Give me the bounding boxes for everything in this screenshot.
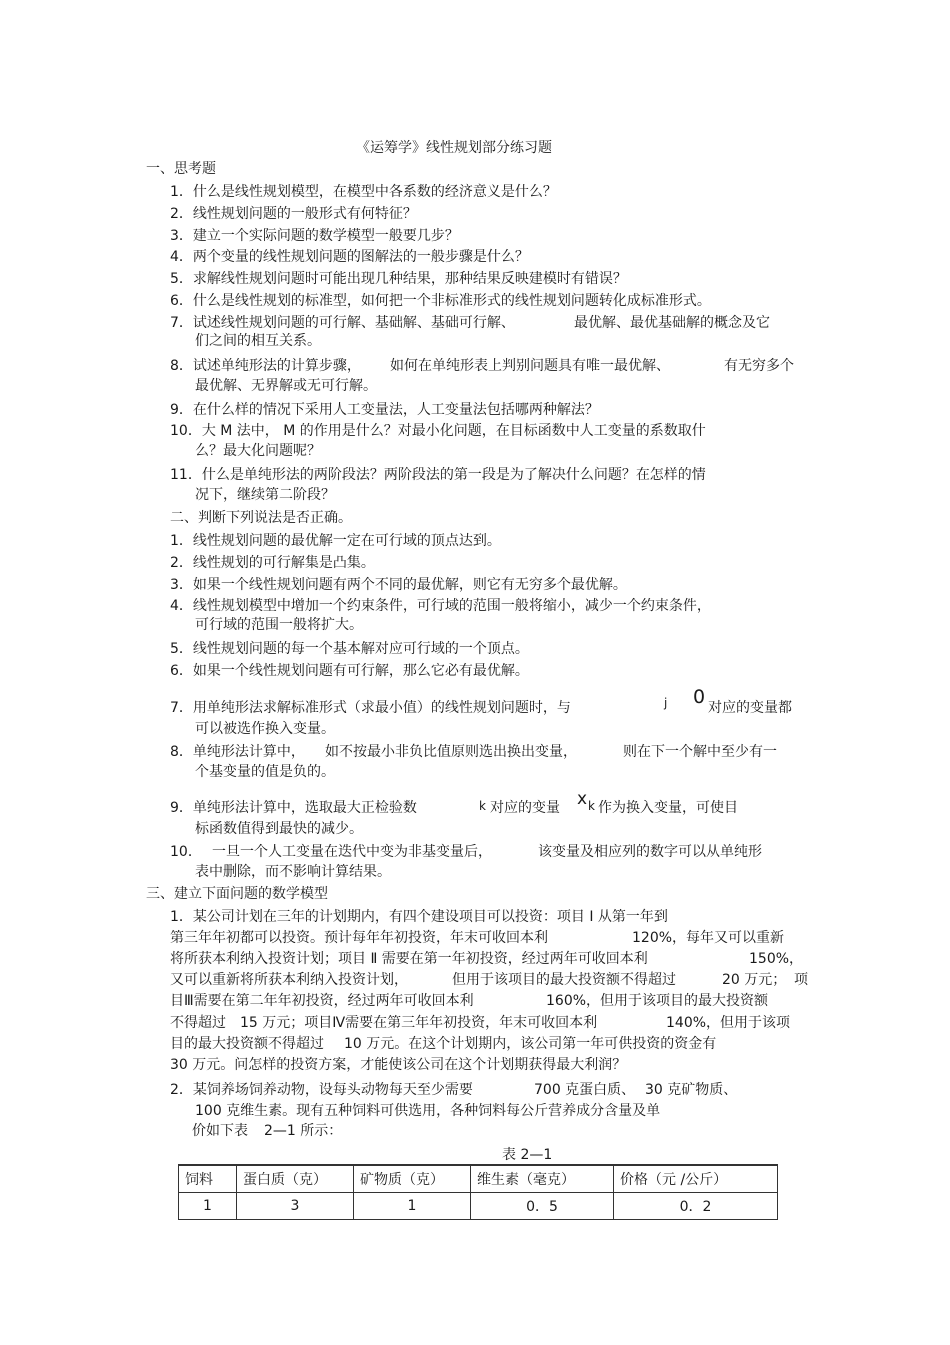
question-item-continuation: 么？最大化问题呢？ bbox=[195, 443, 321, 459]
question-item: 5．求解线性规划问题时可能出现几种结果，那种结果反映建模时有错误？ bbox=[170, 271, 627, 287]
problem-text: 2．某饲养场饲养动物，设每头动物每天至少需要 bbox=[170, 1082, 473, 1098]
problem-text: 15 万元；项目Ⅳ需要在第三年年初投资，年末可收回本利 bbox=[240, 1015, 598, 1031]
problem-text: 140%，但用于该项 bbox=[666, 1015, 791, 1031]
problem-text: 价如下表 bbox=[192, 1123, 248, 1139]
problem-text: 700 克蛋白质、 bbox=[534, 1082, 636, 1098]
statement-item-continuation: 个基变量的值是负的。 bbox=[195, 764, 335, 780]
subscript-j: j bbox=[664, 696, 668, 710]
statement-item-continuation: 对应的变量 bbox=[490, 800, 560, 816]
question-item: 1．什么是线性规划模型，在模型中各系数的经济意义是什么？ bbox=[170, 184, 557, 200]
table-header-cell: 维生素（毫克） bbox=[471, 1165, 614, 1193]
question-item: 3．建立一个实际问题的数学模型一般要几步？ bbox=[170, 228, 459, 244]
problem-text: 10 万元。在这个计划期内，该公司第一年可供投资的资金有 bbox=[344, 1036, 717, 1052]
statement-item-continuation: 对应的变量都 bbox=[708, 700, 792, 716]
statement-item-continuation: 一旦一个人工变量在迭代中变为非基变量后， bbox=[212, 844, 492, 860]
statement-item-continuation: 如不按最小非负比值原则选出换出变量， bbox=[325, 744, 577, 760]
statement-item-continuation: 则在下一个解中至少有一 bbox=[623, 744, 777, 760]
table-cell: 1 bbox=[179, 1193, 237, 1220]
table-header-cell: 蛋白质（克） bbox=[237, 1165, 354, 1193]
problem-text: 1．某公司计划在三年的计划期内，有四个建设项目可以投资：项目 Ⅰ 从第一年到 bbox=[170, 909, 668, 925]
statement-item: 2．线性规划的可行解集是凸集。 bbox=[170, 555, 375, 571]
problem-text: 2—1 所示： bbox=[264, 1123, 343, 1139]
statement-item: 10． bbox=[170, 844, 202, 860]
question-item-continuation: 最优解、最优基础解的概念及它 bbox=[574, 315, 770, 331]
section-heading: 三、建立下面问题的数学模型 bbox=[146, 886, 328, 902]
table-header-cell: 价格（元 /公斤） bbox=[614, 1165, 778, 1193]
section-heading: 二、判断下列说法是否正确。 bbox=[170, 510, 352, 526]
problem-text: 目Ⅲ需要在第二年年初投资，经过两年可收回本利 bbox=[170, 993, 474, 1009]
variable-x: x bbox=[577, 789, 588, 809]
problem-text: 120%，每年又可以重新 bbox=[632, 930, 785, 946]
statement-item: 3．如果一个线性规划问题有两个不同的最优解，则它有无穷多个最优解。 bbox=[170, 577, 627, 593]
question-item: 8．试述单纯形法的计算步骤， bbox=[170, 358, 361, 374]
question-item: 7．试述线性规划问题的可行解、基础解、基础可行解、 bbox=[170, 315, 515, 331]
table-caption: 表 2—1 bbox=[502, 1147, 553, 1163]
problem-text: 目的最大投资额不得超过 bbox=[170, 1036, 324, 1052]
question-item-continuation: 如何在单纯形表上判别问题具有唯一最优解、 bbox=[390, 358, 670, 374]
statement-item: 4．线性规划模型中增加一个约束条件，可行域的范围一般将缩小，减少一个约束条件， bbox=[170, 598, 711, 614]
question-item-continuation: 况下，继续第二阶段？ bbox=[195, 487, 335, 503]
problem-text: 30 克矿物质、 bbox=[645, 1082, 738, 1098]
table-cell: 1 bbox=[354, 1193, 471, 1220]
feed-table bbox=[178, 1164, 778, 1220]
table-header-cell: 饲料 bbox=[179, 1165, 237, 1193]
problem-text: 20 万元； bbox=[722, 972, 787, 988]
question-item-continuation: 有无穷多个 bbox=[724, 358, 794, 374]
problem-text: 30 万元。问怎样的投资方案，才能使该公司在这个计划期获得最大利润？ bbox=[170, 1057, 627, 1073]
problem-text: 但用于该项目的最大投资额不得超过 bbox=[452, 972, 676, 988]
statement-item: 7．用单纯形法求解标准形式（求最小值）的线性规划问题时，与 bbox=[170, 700, 571, 716]
question-item: 6．什么是线性规划的标准型，如何把一个非标准形式的线性规划问题转化成标准形式。 bbox=[170, 293, 711, 309]
question-item: 9．在什么样的情况下采用人工变量法，人工变量法包括哪两种解法？ bbox=[170, 402, 599, 418]
page-title: 《运筹学》线性规划部分练习题 bbox=[356, 140, 552, 156]
table-cell: 0．2 bbox=[614, 1193, 778, 1220]
question-item: 4．两个变量的线性规划问题的图解法的一般步骤是什么？ bbox=[170, 249, 529, 265]
problem-text: 150%， bbox=[749, 951, 804, 967]
question-item-continuation: 最优解、无界解或无可行解。 bbox=[195, 378, 377, 394]
table-cell: 0．5 bbox=[471, 1193, 614, 1220]
statement-item-continuation: 作为换入变量，可使目 bbox=[598, 800, 738, 816]
statement-item-continuation: 该变量及相应列的数字可以从单纯形 bbox=[538, 844, 762, 860]
table-cell: 3 bbox=[237, 1193, 354, 1220]
statement-item: 8．单纯形法计算中， bbox=[170, 744, 305, 760]
problem-text: 100 克维生素。现有五种饲料可供选用，各种饲料每公斤营养成分含量及单 bbox=[195, 1103, 661, 1119]
question-item: 11．什么是单纯形法的两阶段法？两阶段法的第一段是为了解决什么问题？在怎样的情 bbox=[170, 467, 706, 483]
table-header-cell: 矿物质（克） bbox=[354, 1165, 471, 1193]
statement-item: 1．线性规划问题的最优解一定在可行域的顶点达到。 bbox=[170, 533, 501, 549]
problem-text: 将所获本利纳入投资计划；项目 Ⅱ 需要在第一年初投资，经过两年可收回本利 bbox=[170, 951, 648, 967]
statement-item-continuation: 可行域的范围一般将扩大。 bbox=[195, 617, 363, 633]
problem-text: 第三年年初都可以投资。预计每年年初投资，年末可收回本利 bbox=[170, 930, 548, 946]
statement-item: 6．如果一个线性规划问题有可行解，那么它必有最优解。 bbox=[170, 663, 529, 679]
statement-item: 9．单纯形法计算中，选取最大正检验数 bbox=[170, 800, 417, 816]
statement-item-continuation: 标函数值得到最快的减少。 bbox=[195, 821, 363, 837]
statement-item-continuation: 表中删除，而不影响计算结果。 bbox=[195, 864, 391, 880]
problem-text: 项 bbox=[794, 972, 808, 988]
problem-text: 160%，但用于该项目的最大投资额 bbox=[546, 993, 769, 1009]
statement-item: 5．线性规划问题的每一个基本解对应可行域的一个顶点。 bbox=[170, 641, 529, 657]
table-row bbox=[179, 1193, 778, 1220]
question-item: 2．线性规划问题的一般形式有何特征？ bbox=[170, 206, 417, 222]
question-item: 10．大 M 法中， M 的作用是什么？对最小化问题，在目标函数中人工变量的系数取什 bbox=[170, 423, 706, 439]
zero-symbol: 0 bbox=[693, 686, 706, 708]
problem-text: 又可以重新将所获本利纳入投资计划， bbox=[170, 972, 408, 988]
table-header-row bbox=[179, 1165, 778, 1193]
statement-item-continuation: 可以被选作换入变量。 bbox=[195, 721, 335, 737]
subscript-k: k bbox=[588, 799, 595, 813]
section-heading: 一、思考题 bbox=[146, 161, 216, 177]
problem-text: 不得超过 bbox=[170, 1015, 226, 1031]
question-item-continuation: 们之间的相互关系。 bbox=[195, 333, 321, 349]
subscript-k: k bbox=[479, 799, 486, 813]
